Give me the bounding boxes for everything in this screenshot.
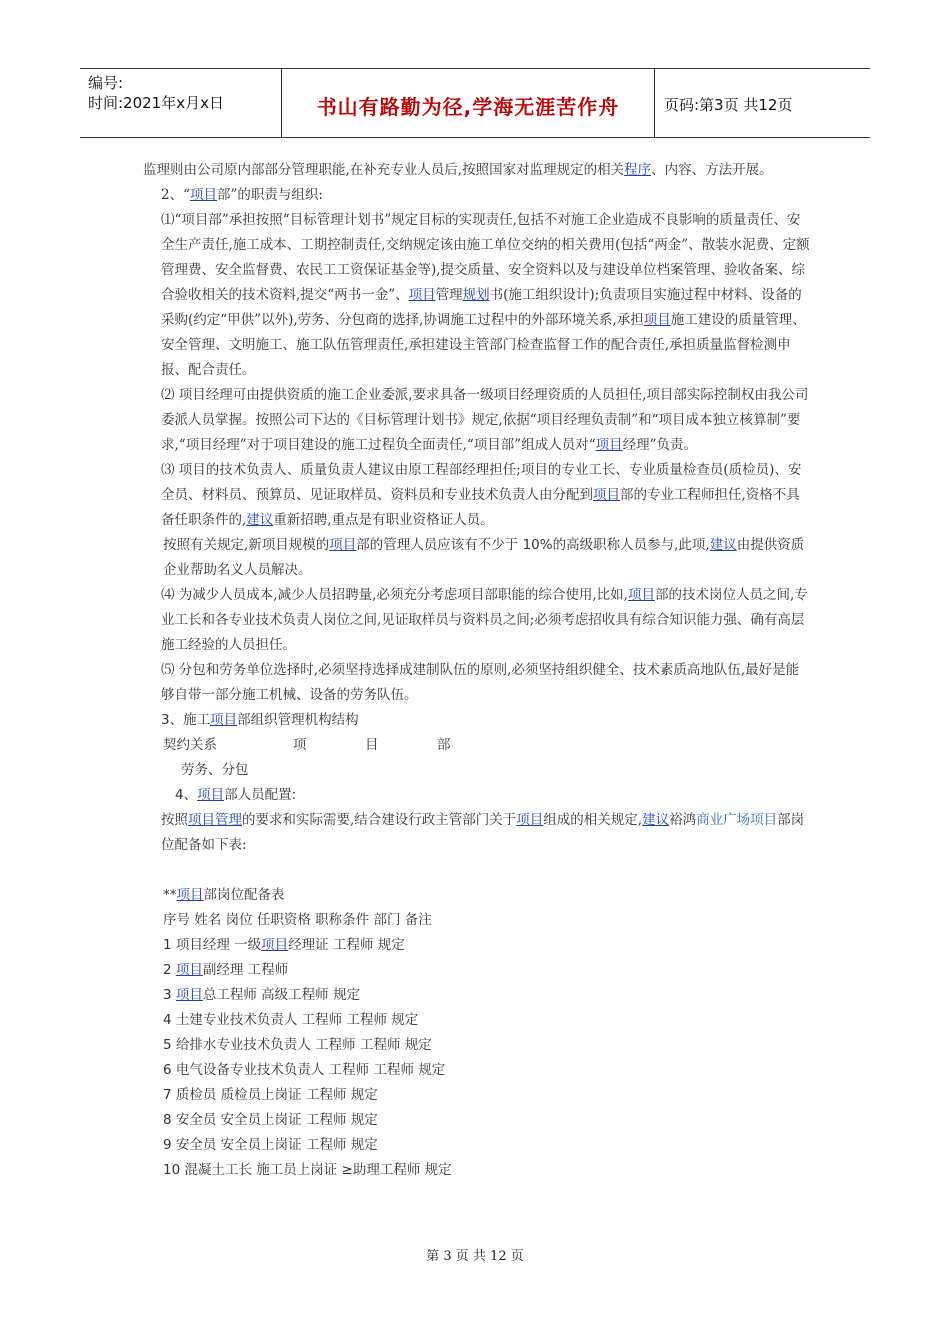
link-xiangmu[interactable]: 项目 [197,787,225,803]
text: 的高级职称人员参与,此项, [552,537,710,553]
text: 3、施工 [161,712,211,728]
link-xiangmu-guanli[interactable]: 项目管理 [188,812,242,828]
text: 部岗位配备表 [203,887,285,903]
org-contract-label: 契约关系 [163,737,217,753]
table-row: 9 安全员 安全员上岗证 工程师 规定 [163,1137,378,1153]
paragraph-item-1 [143,208,811,383]
link-xiangmu[interactable]: 项目 [643,312,671,328]
text: ** [163,887,177,903]
text: ⑷ 为减少人员成本,减少人员招聘量,必须充分考虑项目部职能的综合使用,比如, [161,587,628,603]
paragraph-item-5 [143,658,811,708]
text: 的要求和实际需要,结合建设行政主管部门关于 [242,812,517,828]
table-row: 7 质检员 质检员上岗证 工程师 规定 [163,1087,378,1103]
link-xiangmu[interactable]: 项目 [176,887,204,903]
header-divider [654,69,655,137]
section-heading-3 [143,708,811,733]
text: 裕鸿 [669,812,697,828]
link-xiangmu[interactable]: 项目 [175,987,203,1003]
text: 监理则由公司原内部部分管理职能,在补充专业人员后,按照国家对监理规定的相关 [143,162,625,178]
text: ⑶ 项目的技术负责人、质量负责人建议由原工程部经理担任;项目的专业工长、专业质量检查员(质检员)、安全员、材料员、预算员、见证取样员、资料员和专业技术负责人由分配到 [161,462,802,503]
link-xiangmu[interactable]: 项目 [210,712,238,728]
text: 施工建设的质量管理、安全管理、文明施工、施工队伍管理责任,承担建设主管部门检查监督工作的配合责任,承担质量监督检测申报、配合责任。 [161,312,806,378]
link-guihua[interactable]: 规划 [462,287,490,303]
percent-value: 10% [522,537,553,553]
text: 按照有关规定,新项目规模的 [163,537,330,553]
table-title [163,883,811,908]
table-row: 10 混凝土工长 施工员上岗证 ≥助理工程师 规定 [163,1162,452,1178]
table-row [163,933,811,958]
link-xiangmu[interactable]: 项目 [593,487,620,503]
text: 组成的相关规定, [543,812,643,828]
link-xiangmu[interactable]: 项目 [329,537,357,553]
link-xiangmu[interactable]: 项目 [595,437,623,453]
staffing-table [143,883,811,1183]
text: 管理 [435,287,463,303]
text: 4、 [175,787,198,803]
page-footer: 第 3 页 共 12 页 [426,1249,524,1264]
table-row: 4 土建专业技术负责人 工程师 工程师 规定 [163,1012,419,1028]
org-bu: 部 [437,737,451,753]
text: 、内容、方法开展。 [651,162,773,178]
spacer [143,858,811,883]
text: 3 [163,987,176,1003]
text: ⑸ 分包和劳务单位选择时,必须坚持选择成建制队伍的原则,必须坚持组织健全、技术素质高地队伍,最好是能够自带一部分施工机械、设备的劳务队伍。 [161,662,800,703]
link-xiangmu[interactable]: 项目 [408,287,436,303]
org-labor-label: 劳务、分包 [181,762,249,778]
text: 部的管理人员应该有不少于 [356,537,523,553]
text: 由提供资质企业帮助名义人员解决。 [163,537,805,578]
document-body [143,158,811,1183]
text: 部的技术岗位人员之间,专业工长和各专业技术负责人岗位之间,见证取样员与资料员之间;必须考虑招收具有综合知识能力强、确有高层施工经验的人员担任。 [161,587,808,653]
text: 按照 [161,812,188,828]
table-row: 6 电气设备专业技术负责人 工程师 工程师 规定 [163,1062,446,1078]
link-xiangmu[interactable]: 项目 [175,962,203,978]
text: 部组织管理机构结构 [237,712,359,728]
org-mu: 目 [365,737,379,753]
link-xiangmu[interactable]: 项目 [190,187,217,203]
link-chengxu[interactable]: 程序 [624,162,652,178]
text: 2 [163,962,176,978]
paragraph-item-3-extra [143,533,811,583]
table-row [163,983,811,1008]
paragraph-supervision [143,158,811,183]
paragraph-item-3 [143,458,811,533]
link-xiangmu[interactable]: 项目 [516,812,544,828]
text: 部人员配置: [224,787,297,803]
header-time: 时间:2021年x月x日 [88,94,224,112]
table-row: 8 安全员 安全员上岗证 工程师 规定 [163,1112,378,1128]
section-heading-2 [143,183,811,208]
page-header [80,68,870,138]
project-name: 商业广场项目 [696,812,778,828]
org-chart-row-2 [143,758,811,783]
text: 总工程师 高级工程师 规定 [202,987,360,1003]
text: 经理证 工程师 规定 [288,937,405,953]
link-xiangmu[interactable]: 项目 [261,937,289,953]
header-meta [88,73,224,113]
paragraph-item-4 [143,583,811,658]
paragraph-item-2 [143,383,811,458]
header-page-info: 页码:第3页 共12页 [664,96,793,114]
section-heading-4 [143,783,811,808]
link-jianyi[interactable]: 建议 [246,512,274,528]
text: 部”的职责与组织: [217,187,323,203]
text: 部岗位配备如下表: [161,812,805,853]
link-jianyi[interactable]: 建议 [709,537,737,553]
text: ⑵ 项目经理可由提供资质的施工企业委派,要求具备一级项目经理资质的人员担任,项目部实际控制权由我公司委派人员掌握。按照公司下达的《目标管理计划书》规定,依据“项目经理负责制”和“项目成本独立核算制”要求,“项目经理”对于项目建设的施工过程负全面责任,“项目部”组成人员对“ [161,387,809,453]
link-jianyi[interactable]: 建议 [642,812,670,828]
text: 1 项目经理 一级 [163,937,262,953]
header-motto: 书山有路勤为径,学海无涯苦作舟 [316,95,620,119]
header-code: 编号: [88,74,124,92]
text: 书(施工组织设计);负责项目实施过程中材料、设备的采购(约定“甲供”以外),劳务、分包商的选择,协调施工过程中的外部环境关系,承担 [161,287,802,328]
table-row: 5 给排水专业技术负责人 工程师 工程师 规定 [163,1037,432,1053]
table-header-row: 序号 姓名 岗位 任职资格 职称条件 部门 备注 [163,912,432,928]
text: 部的专业工程师担任,资格不具备任职条件的, [161,487,800,528]
table-row [163,958,811,983]
org-chart-row-1 [143,733,811,758]
link-xiangmu[interactable]: 项目 [627,587,655,603]
paragraph-staffing [143,808,811,858]
text: 经理”负责。 [622,437,697,453]
text: 重新招聘,重点是有职业资格证人员。 [273,512,494,528]
org-xiang: 项 [293,737,307,753]
text: 2、“ [161,187,190,203]
text: 副经理 工程师 [202,962,289,978]
text: ⑴“项目部”承担按照“目标管理计划书”规定目标的实现责任,包括不对施工企业造成不良影响的质量责任、安全生产责任,施工成本、工期控制责任,交纳规定该由施工单位交纳的相关费用(包括“两金”、散装水泥费、定额管理费、安全监督费、农民工工资保证基金等),提交质量、安全资料以及与建设单位档案管理、验收备案、综合验收相关的技术资料,提交“两书一金”、 [161,212,810,303]
